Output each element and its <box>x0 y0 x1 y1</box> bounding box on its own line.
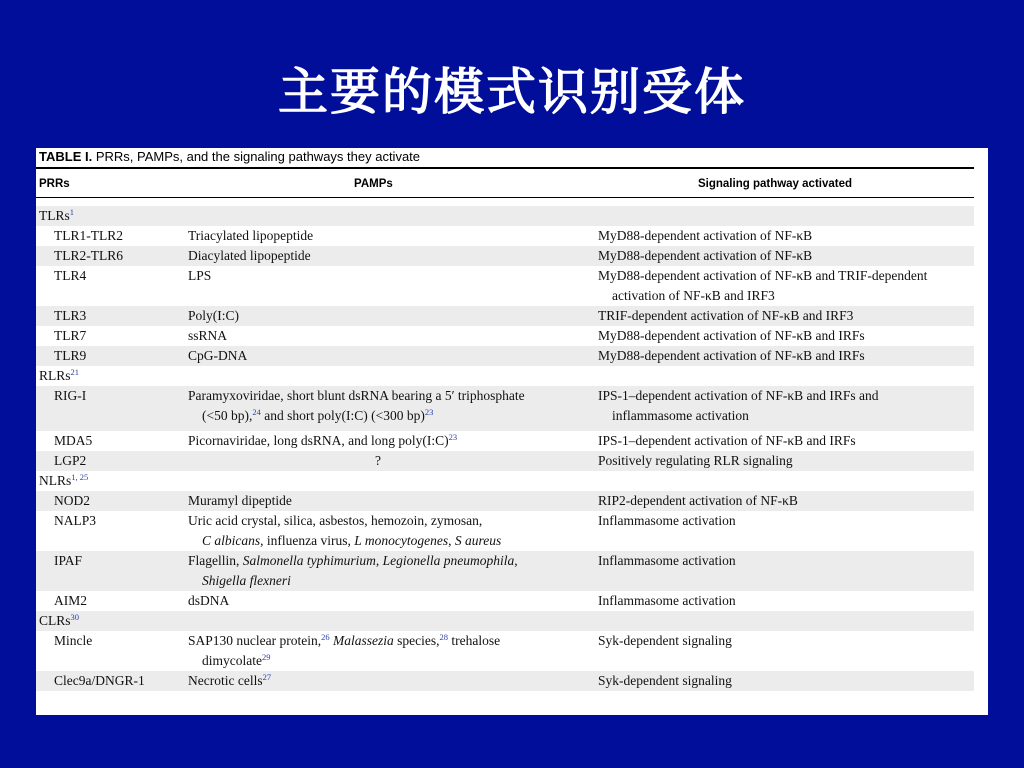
pamp-text: , <box>514 553 518 568</box>
prr-cell: TLR3 <box>54 308 87 323</box>
pathway-cell: Syk-dependent signaling <box>598 633 732 648</box>
pamp-cell <box>188 511 588 551</box>
prr-cell: IPAF <box>54 553 83 568</box>
table-row <box>36 346 974 366</box>
organism: Shigella flexneri <box>202 573 291 588</box>
table-row <box>36 631 974 671</box>
pamp-cell: dsDNA <box>188 593 230 608</box>
header-signaling: Signaling pathway activated <box>698 178 853 190</box>
pathway-line: IPS-1–dependent activation of NF-κB and IRFs and <box>598 388 879 403</box>
prr-cell: AIM2 <box>54 593 87 608</box>
group-row-rlrs <box>36 366 974 386</box>
table-row <box>36 226 974 246</box>
pamp-text: trehalose <box>447 633 501 648</box>
pathway-cell: MyD88-dependent activation of NF-κB and IRFs <box>598 348 865 363</box>
pamp-line <box>188 651 588 671</box>
table-row <box>36 246 974 266</box>
reference: 28 <box>439 632 448 642</box>
header-rule <box>36 197 974 198</box>
pathway-line: activation of NF-κB and IRF3 <box>612 288 775 303</box>
prr-cell: NALP3 <box>54 513 97 528</box>
pamp-line: Uric acid crystal, silica, asbestos, hemozoin, zymosan, <box>188 513 483 528</box>
organism: Legionella pneumophila <box>382 553 515 568</box>
slide-title: 主要的模式识别受体 <box>278 63 746 121</box>
pathway-cell: MyD88-dependent activation of NF-κB <box>598 228 813 243</box>
table-row <box>36 671 974 691</box>
pamp-text: , <box>448 533 455 548</box>
pamp-text: (<50 bp), <box>202 408 253 423</box>
table-row <box>36 451 974 471</box>
pamp-text: , <box>375 553 383 568</box>
group-row-nlrs <box>36 471 974 491</box>
pathway-cell: Inflammasome activation <box>598 513 736 528</box>
pamp-cell: Triacylated lipopeptide <box>188 228 314 243</box>
table-row <box>36 326 974 346</box>
pamp-line <box>188 406 588 426</box>
group-label: NLRs <box>39 473 72 488</box>
pathway-cell: MyD88-dependent activation of NF-κB and IRFs <box>598 328 865 343</box>
pamp-text: Picornaviridae, long dsRNA, and long poly(I:C) <box>188 433 449 448</box>
reference: 21 <box>70 367 80 377</box>
pathway-cell: TRIF-dependent activation of NF-κB and IRF3 <box>598 308 854 323</box>
pamp-cell <box>188 671 588 691</box>
group-row-clrs <box>36 611 974 631</box>
caption-text: PRRs, PAMPs, and the signaling pathways they activate <box>92 149 421 164</box>
table-row <box>36 431 974 451</box>
pathway-cell <box>598 266 978 306</box>
pathway-cell: Syk-dependent signaling <box>598 673 732 688</box>
prr-cell: LGP2 <box>54 453 87 468</box>
prr-table <box>36 148 988 715</box>
pamp-cell: Muramyl dipeptide <box>188 493 292 508</box>
reference: 26 <box>321 632 330 642</box>
prr-cell: TLR2-TLR6 <box>54 248 123 263</box>
pamp-cell: LPS <box>188 268 212 283</box>
table-row <box>36 591 974 611</box>
pathway-cell: Inflammasome activation <box>598 553 736 568</box>
table-row <box>36 511 974 551</box>
pamp-cell: Poly(I:C) <box>188 308 240 323</box>
pathway-cell: RIP2-dependent activation of NF-κB <box>598 493 798 508</box>
prr-cell: Clec9a/DNGR-1 <box>54 673 145 688</box>
pamp-cell <box>188 386 588 426</box>
table-row <box>36 266 974 306</box>
pamp-text: and short poly(I:C) (<300 bp) <box>260 408 425 423</box>
reference: 27 <box>262 672 272 682</box>
pamp-text: , influenza virus, <box>260 533 355 548</box>
header-prrs: PRRs <box>39 178 70 190</box>
pamp-cell <box>188 431 588 451</box>
pathway-cell: MyD88-dependent activation of NF-κB <box>598 248 813 263</box>
reference: 23 <box>424 407 434 417</box>
pathway-line: inflammasome activation <box>612 408 749 423</box>
pamp-cell: Diacylated lipopeptide <box>188 248 311 263</box>
pamp-line <box>188 553 518 568</box>
prr-cell: NOD2 <box>54 493 90 508</box>
pathway-line: MyD88-dependent activation of NF-κB and TRIF-dependent <box>598 268 928 283</box>
reference: 1 <box>69 207 75 217</box>
table-row <box>36 386 974 431</box>
table-row <box>36 491 974 511</box>
header-pamps: PAMPs <box>354 178 393 190</box>
prr-cell: RIG-I <box>54 388 87 403</box>
organism: L monocytogenes <box>354 533 449 548</box>
pamp-cell <box>188 551 588 591</box>
reference: 1, 25 <box>71 472 89 482</box>
pamp-text: Necrotic cells <box>188 673 263 688</box>
organism: Malassezia <box>332 633 394 648</box>
prr-cell: TLR9 <box>54 348 87 363</box>
pamp-cell: CpG-DNA <box>188 348 248 363</box>
caption-label: TABLE I. <box>39 149 93 164</box>
pathway-cell <box>598 386 978 426</box>
pamp-cell <box>188 451 588 471</box>
pamp-line: Paramyxoviridae, short blunt dsRNA bearing a 5′ triphosphate <box>188 388 525 403</box>
reference: 30 <box>70 612 80 622</box>
group-row-tlrs <box>36 206 974 226</box>
pamp-text: SAP130 nuclear protein, <box>188 633 322 648</box>
prr-cell: MDA5 <box>54 433 93 448</box>
pamp-cell <box>188 631 588 671</box>
organism: S aureus <box>454 533 502 548</box>
table-row <box>36 306 974 326</box>
reference: 24 <box>252 407 261 417</box>
prr-cell: Mincle <box>54 633 93 648</box>
pamp-text: species, <box>393 633 440 648</box>
pamp-line <box>188 531 588 551</box>
prr-cell: TLR4 <box>54 268 87 283</box>
table-top-rule <box>36 167 974 169</box>
prr-cell: TLR1-TLR2 <box>54 228 123 243</box>
reference: 23 <box>448 432 458 442</box>
pamp-text: dimycolate <box>202 653 262 668</box>
group-label: CLRs <box>39 613 71 628</box>
pathway-cell: Positively regulating RLR signaling <box>598 453 793 468</box>
pathway-cell: IPS-1–dependent activation of NF-κB and IRFs <box>598 433 856 448</box>
pathway-cell: Inflammasome activation <box>598 593 736 608</box>
group-label: TLRs <box>39 208 70 223</box>
pamp-cell: ssRNA <box>188 328 228 343</box>
group-label: RLRs <box>39 368 71 383</box>
organism: Salmonella typhimurium <box>242 553 376 568</box>
table-row <box>36 551 974 591</box>
prr-cell: TLR7 <box>54 328 87 343</box>
pamp-text: Flagellin, <box>188 553 243 568</box>
table-caption <box>39 149 420 164</box>
pamp-unknown: ? <box>375 453 381 468</box>
reference: 29 <box>261 652 271 662</box>
pamp-line <box>188 633 500 648</box>
organism: C albicans <box>202 533 261 548</box>
